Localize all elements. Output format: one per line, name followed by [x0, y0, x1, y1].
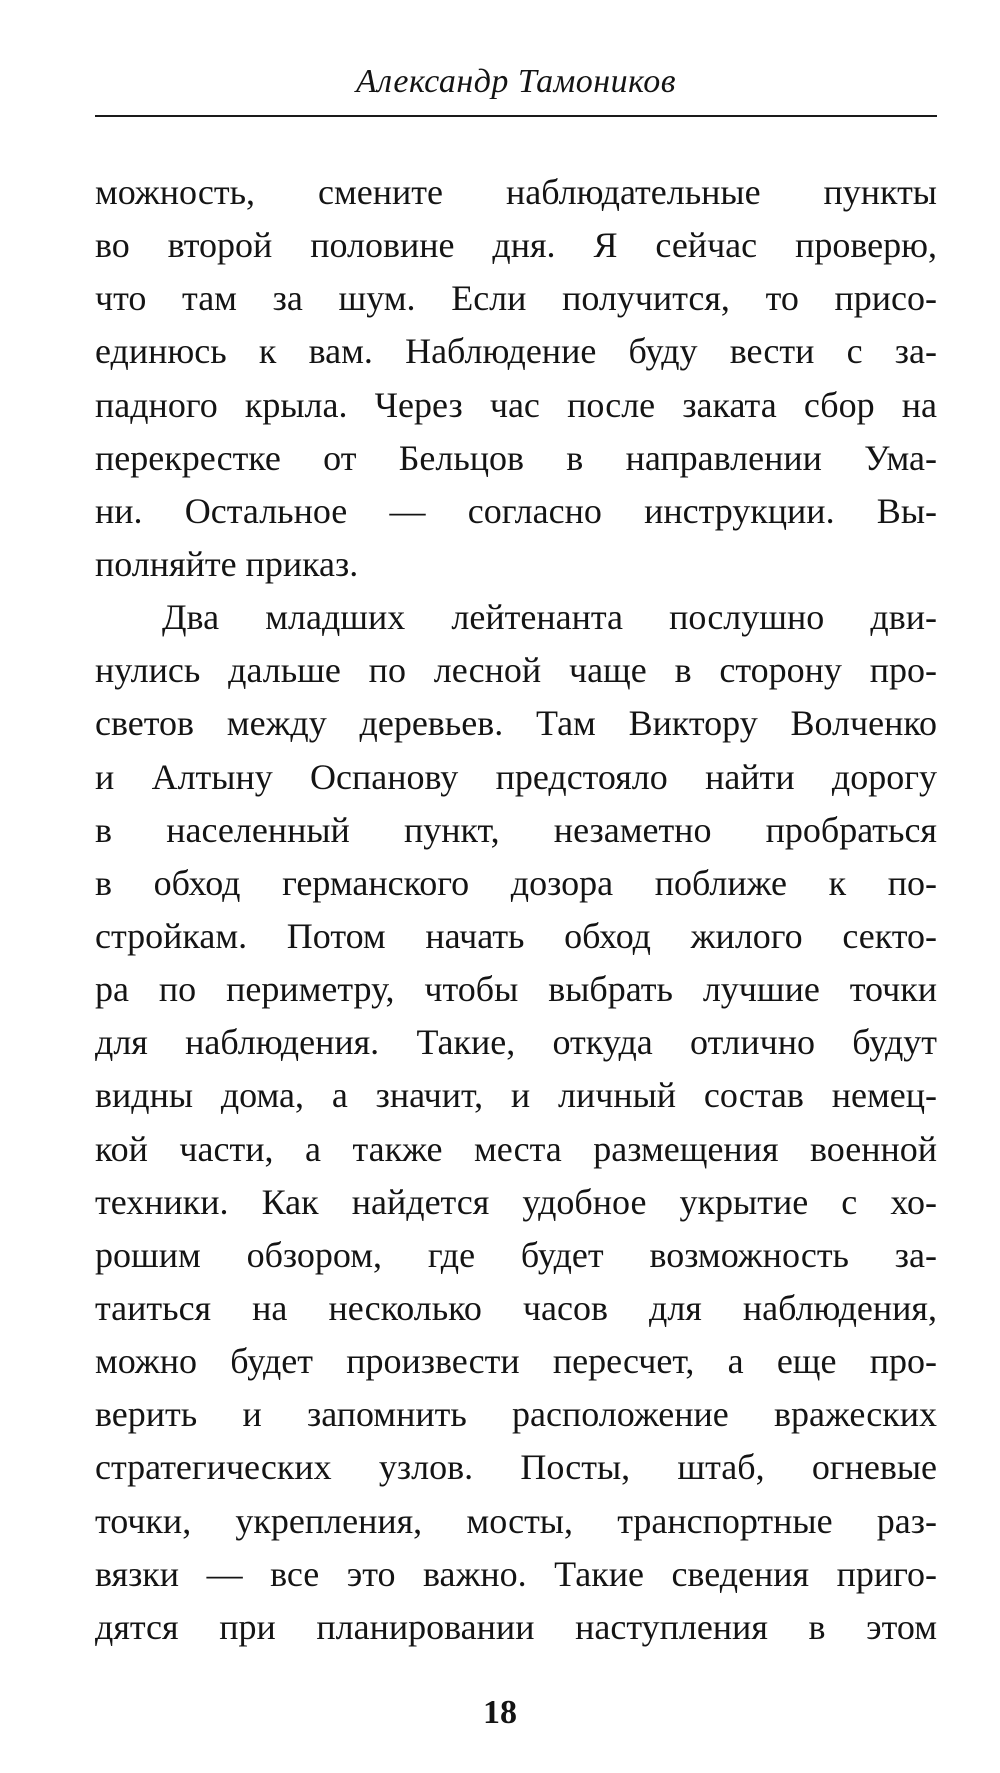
body-text	[95, 166, 937, 1654]
text-line: и Алтыну Оспанову предстояло найти дорогу	[95, 756, 937, 797]
text-line: полняйте приказ.	[95, 543, 359, 584]
text-line: перекрестке от Бельцов в направлении Ума-	[95, 437, 937, 478]
paragraph-first-line: Два младших лейтенанта послушно дви-	[162, 597, 937, 638]
text-line: ни. Остальное — согласно инструкции. Вы-	[95, 490, 937, 531]
text-line: можно будет произвести пересчет, а еще про-	[95, 1341, 937, 1382]
text-line: единюсь к вам. Наблюдение буду вести с за-	[95, 331, 937, 372]
text-line: в населенный пункт, незаметно пробраться	[95, 809, 937, 850]
running-head-author: Александр Тамоников	[355, 63, 677, 100]
text-line: рошим обзором, где будет возможность за-	[95, 1234, 937, 1275]
header-rule	[95, 115, 937, 117]
text-line: кой части, а также места размещения военной	[95, 1128, 937, 1169]
text-line: стройкам. Потом начать обход жилого секто-	[95, 915, 937, 956]
text-line: для наблюдения. Такие, откуда отлично будут	[95, 1022, 937, 1063]
text-line: во второй половине дня. Я сейчас проверю,	[95, 225, 937, 266]
text-line: вязки — все это важно. Такие сведения приго-	[95, 1553, 937, 1594]
text-line: верить и запомнить расположение вражеских	[95, 1394, 937, 1435]
text-line: в обход германского дозора поближе к по-	[95, 862, 937, 903]
text-line: стратегических узлов. Посты, штаб, огневые	[95, 1447, 937, 1488]
text-line: можность, смените наблюдательные пункты	[95, 172, 937, 212]
text-line: техники. Как найдется удобное укрытие с хо-	[95, 1181, 937, 1222]
text-line: светов между деревьев. Там Виктору Волченко	[95, 703, 937, 744]
text-line: падного крыла. Через час после заката сбор на	[95, 384, 937, 425]
text-line: ра по периметру, чтобы выбрать лучшие точки	[95, 969, 937, 1010]
text-line: нулись дальше по лесной чаще в сторону про-	[95, 650, 937, 691]
text-line: таиться на несколько часов для наблюдения,	[95, 1287, 937, 1328]
text-line: видны дома, а значит, и личный состав немец-	[95, 1075, 937, 1116]
text-line: дятся при планировании наступления в этом	[95, 1606, 937, 1647]
page-number: 18	[483, 1694, 517, 1731]
text-line: что там за шум. Если получится, то присо-	[95, 278, 937, 319]
text-line: точки, укрепления, мосты, транспортные раз-	[95, 1500, 937, 1541]
